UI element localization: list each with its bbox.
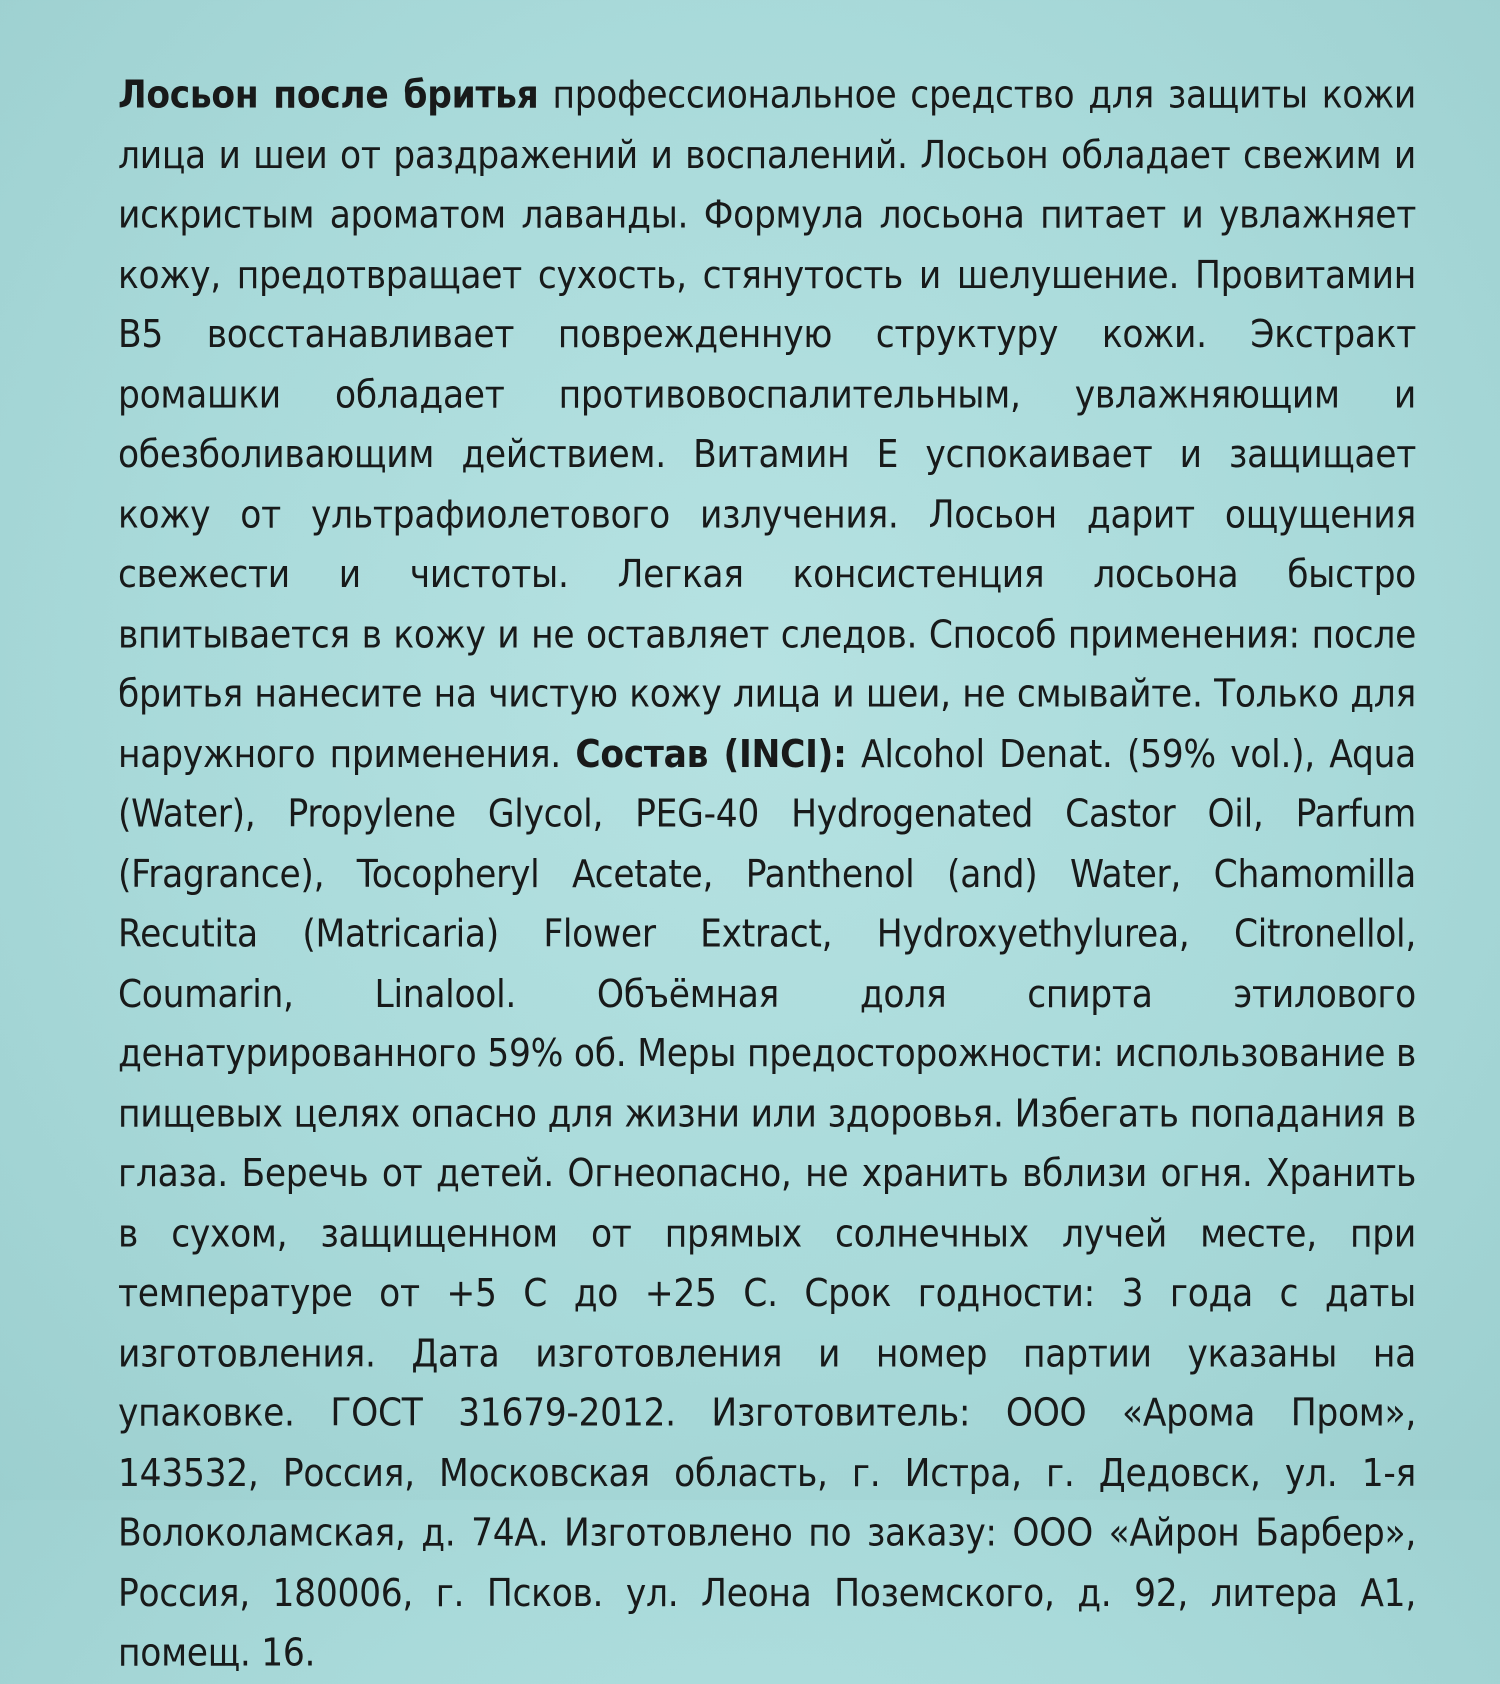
label-text-block — [118, 66, 1416, 1684]
product-name: Лосьон после бритья — [118, 72, 539, 118]
product-details: Объёмная доля спирта этилового денатурированного 59% об. Меры предосторожности: использование в пищевых целях опасно для жизни или здоровья. Избегать попадания в глаза. Беречь от детей. Огнеопасно, не хранить вблизи огня. Хранить в сухом, защищенном от прямых солнечных лучей месте, при температуре от +5 С до +25 С. Срок годности: 3 года с даты изготовления. Дата изготовления и номер партии указаны на упаковке. ГОСТ 31679-2012. Изготовитель: ООО «Арома Пром», 143532, Россия, Московская область, г. Истра, г. Дедовск, ул. 1-я Волоколамская, д. 74А. Изготовлено по заказу: ООО «Айрон Барбер», Россия, 180006, г. Псков. ул. Леона Поземского, д. 92, литера А1, помещ. 16. — [118, 971, 1416, 1676]
product-description: профессиональное средство для защиты кожи лица и шеи от раздражений и воспалений. Лосьон обладает свежим и искристым ароматом лаванды. Формула лосьона питает и увлажняет кожу, предотвращает сухость, стянутость и шелушение. Провитамин B5 восстанавливает поврежденную структуру кожи. Экстракт ромашки обладает противовоспалительным, увлажняющим и обезболивающим действием. Витамин E успокаивает и защищает кожу от ультрафиолетового излучения. Лосьон дарит ощущения свежести и чистоты. Легкая консистенция лосьона быстро впитывается в кожу и не оставляет следов. Способ применения: после бритья нанесите на чистую кожу лица и шеи, не смывайте. Только для наружного применения. — [118, 72, 1416, 777]
ingredients-heading: Состав (INCI): — [575, 731, 847, 777]
ingredients-list: Alcohol Denat. (59% vol.), Aqua (Water), Propylene Glycol, PEG-40 Hydrogenated Castor Oil, Parfum (Fragrance), Tocopheryl Acetate, Panthenol (and) Water, Chamomilla Recutita (Matricaria) Flower Extract, Hydroxyethylurea, Citronellol, Coumarin, Linalool. — [118, 731, 1417, 1017]
